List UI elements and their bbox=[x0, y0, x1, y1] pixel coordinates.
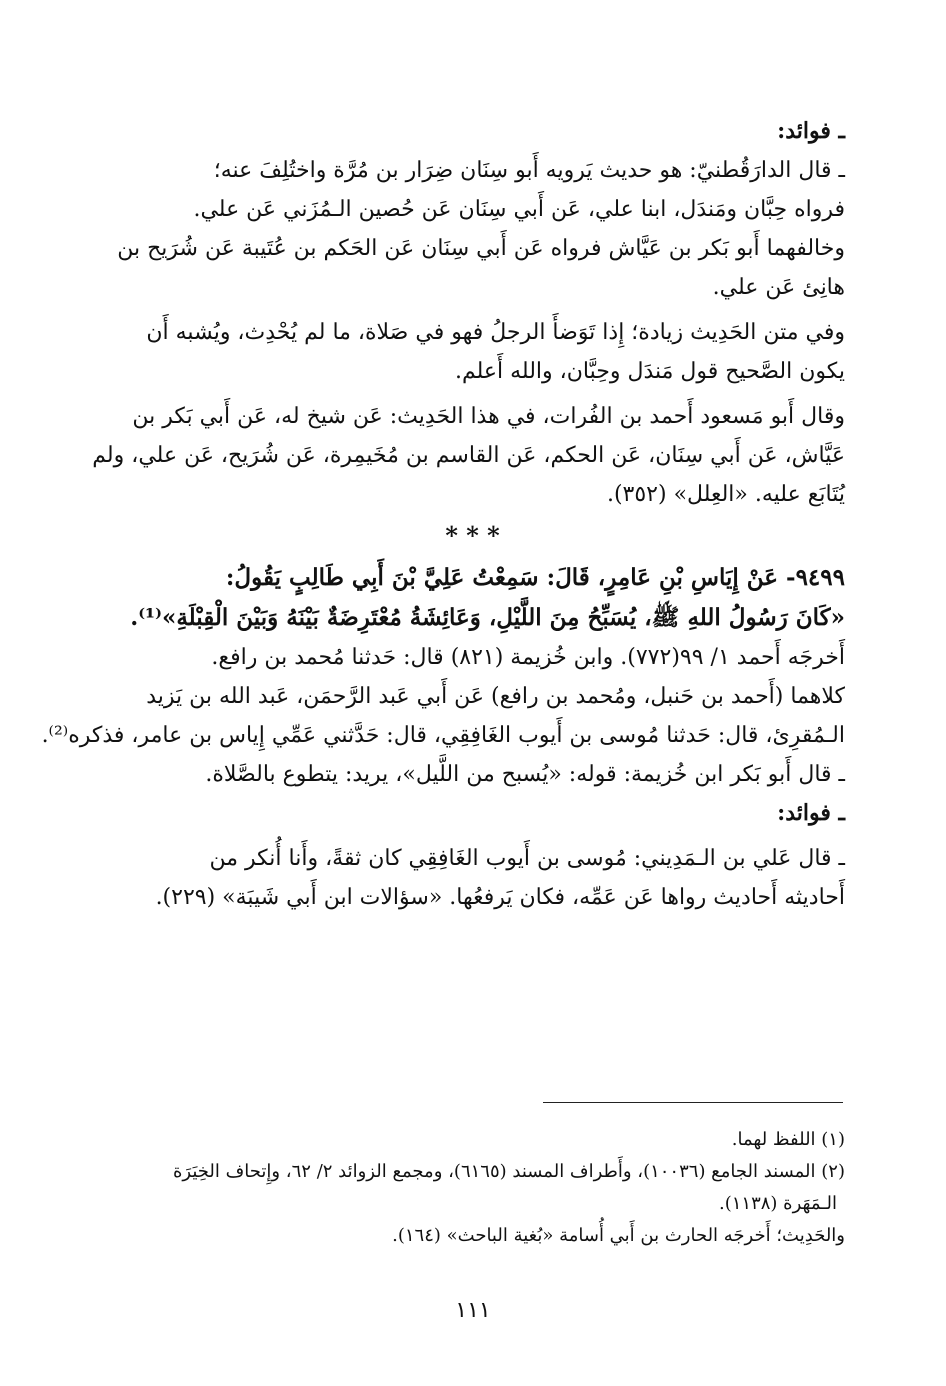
text-line: أَحاديثه أَحاديث رواها عَن عَمِّه، فكان يَرفعُها. «سؤالات ابن أَبي شَيبَة» (٢٢٩). bbox=[155, 885, 845, 910]
hadith-text: «كَانَ رَسُولُ اللهِ ﷺ، يُسَبِّحُ مِنَ اللَّيْلِ، وَعَائِشَةُ مُعْتَرِضَةٌ بَيْنَهُ وَبَيْنَ الْقِبْلَةِ»⁽¹⁾. bbox=[130, 604, 845, 631]
text-line: ـ قال أَبو بَكر ابن خُزيمة: قوله: «يُسبح من اللَّيل»، يريد: يتطوع بالصَّلاة. bbox=[205, 762, 845, 787]
text-line: وفي متن الحَدِيث زيادة؛ إِذا تَوَضأَ الرجلُ فهو في صَلاة، ما لم يُحْدِث، ويُشبه أَن bbox=[146, 320, 845, 345]
hadith-text: عَنْ إِيَاسِ بْنِ عَامِرٍ، قَالَ: سَمِعْتُ عَلِيَّ بْنَ أَبِي طَالِبٍ يَقُولُ: bbox=[225, 564, 779, 591]
section-separator: * * * bbox=[445, 521, 500, 550]
text-line: ـ قال الدارَقُطنيّ: هو حديث يَرويه أَبو سِنَان ضِرَار بن مُرَّة واختُلِفَ عنه؛ bbox=[213, 158, 845, 183]
footnote: (١) اللفظ لهما. bbox=[731, 1129, 845, 1150]
page-body bbox=[41, 112, 845, 917]
footnote: الـمَهَرة (١١٣٨). bbox=[719, 1193, 837, 1214]
footnotes bbox=[100, 1124, 845, 1252]
footnote: والحَدِيث؛ أَخرجَه الحارث بن أَبي أُسامة «بُغية الباحث» (١٦٤). bbox=[392, 1225, 845, 1246]
footnote-divider bbox=[543, 1102, 843, 1103]
text-line: أَخرجَه أَحمد ١/ ٩٩(٧٧٢). وابن خُزيمة (٨٢١) قال: حَدثنا مُحمد بن رافع. bbox=[211, 645, 845, 670]
text-line: كلاهما (أَحمد بن حَنبل، ومُحمد بن رافع) عَن أَبي عَبد الرَّحمَن، عَبد الله بن يَزيد bbox=[146, 684, 845, 709]
text-line: يكون الصَّحيح قول مَندَل وحِبَّان، والله أَعلم. bbox=[454, 359, 845, 384]
text-line: وخالفهما أَبو بَكر بن عَيَّاش فرواه عَن أَبي سِنَان عَن الحَكم بن عُتَيبة عَن شُرَيح بن bbox=[117, 236, 845, 261]
text-line: هانِئ عَن علي. bbox=[712, 275, 845, 300]
section-heading: ـ فوائد: bbox=[777, 800, 845, 826]
hadith-line bbox=[100, 558, 845, 598]
text-line: ـ قال عَلي بن الـمَدِيني: مُوسى بن أَيوب الغَافِقِي كان ثقةً، وأَنا أُنكر من bbox=[209, 846, 845, 871]
text-line: الـمُقرِئ، قال: حَدثنا مُوسى بن أَيوب الغَافِقِي، قال: حَدَّثني عَمِّي إِياس بن عامر، فذكره⁽²⁾. bbox=[41, 723, 845, 748]
text-line: وقال أَبو مَسعود أَحمد بن الفُرات، في هذا الحَدِيث: عَن شيخ له، عَن أَبي بَكر بن bbox=[132, 404, 845, 429]
text-line: فرواه حِبَّان ومَندَل، ابنا علي، عَن أَبي سِنَان عَن حُصين الـمُزَني عَن علي. bbox=[193, 197, 845, 222]
text-line: يُتَابَع عليه. «العِلل» (٣٥٢). bbox=[606, 482, 845, 507]
hadith-number: ٩٤٩٩- bbox=[786, 564, 845, 591]
section-heading: ـ فوائد: bbox=[777, 118, 845, 144]
text-line: عَيَّاش، عَن أَبي سِنَان، عَن الحكم، عَن القاسم بن مُخَيمِرة، عَن شُرَيح، عَن علي، ولم bbox=[92, 443, 845, 468]
footnote: (٢) المسند الجامع (١٠٠٣٦)، وأَطراف المسند (٦١٦٥)، ومجمع الزوائد ٢/ ٦٢، وإِتحاف الخِيَرَة bbox=[173, 1161, 845, 1182]
page-number: ١١١ bbox=[455, 1298, 491, 1323]
